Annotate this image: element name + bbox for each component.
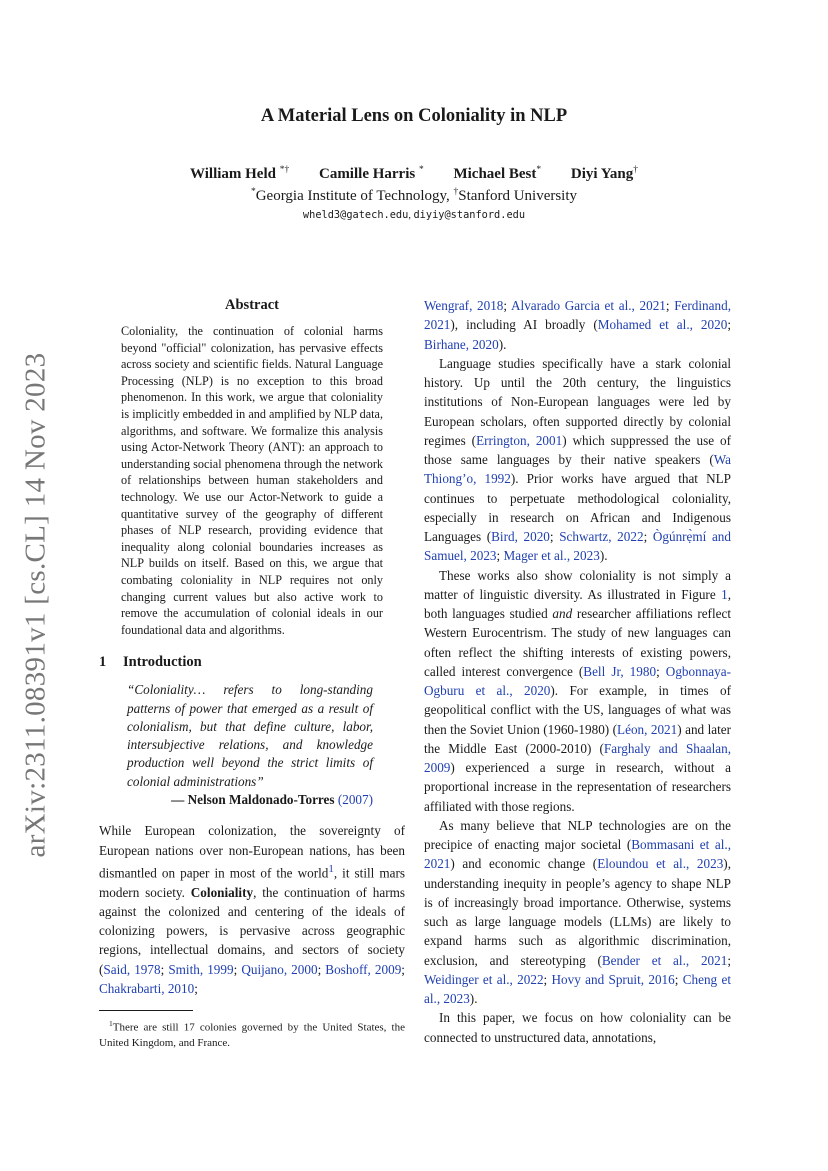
citation-link[interactable]: Mohamed et al., 2020 xyxy=(597,317,728,333)
citation-link[interactable]: Hovy and Spruit, 2016 xyxy=(551,971,675,987)
citation-link[interactable]: Ferdinand, 2021 xyxy=(424,298,731,333)
right-column xyxy=(424,296,731,1047)
body-paragraph: Wengraf, 2018; Alvarado Garcia et al., 2021; Ferdinand, 2021), including AI broadly (Mohamed et al., 2020; Birhane, 2020). xyxy=(424,298,731,352)
arxiv-identifier: arXiv:2311.08391v1 [cs.CL] 14 Nov 2023 xyxy=(19,352,52,858)
citation-link[interactable]: Wa Thiong’o, 1992 xyxy=(424,452,731,487)
citation-link[interactable]: Schwartz, 2022 xyxy=(559,529,644,544)
body-paragraph: Language studies specifically have a stark colonial history. Up until the 20th century, the linguistics institutions of Non-European languages were led by European scholars, often supported directly by colonial regimes (Errington, 2001) which suppressed the use of those same languages by their native speakers (Wa Thiong’o, 1992). Prior works have argued that NLP continues to perpetuate methodological coloniality, especially in research on African and Indigenous Languages (Bird, 2020; Schwartz, 2022; Ògúnrẹ̀mí and Samuel, 2023; Mager et al., 2023). xyxy=(424,355,731,564)
citation-link[interactable]: Eloundou et al., 2023 xyxy=(597,856,724,872)
citation-link[interactable]: Bell Jr, 1980 xyxy=(583,663,657,679)
citation-link[interactable]: Bird, 2020 xyxy=(491,529,550,544)
citation-link[interactable]: Said, 1978 xyxy=(103,961,161,977)
footnote: $^1$There are still 17 colonies governed by the United States, the United Kingdom, and France. xyxy=(99,1019,405,1049)
figure-link[interactable]: 1 xyxy=(721,586,728,602)
affiliations: *Georgia Institute of Technology, †Stanford University xyxy=(250,187,578,204)
citation-link[interactable]: Weidinger et al., 2022 xyxy=(424,971,544,987)
citation-link[interactable]: Bender et al., 2021 xyxy=(601,952,728,968)
footnote-ref[interactable]: 1 xyxy=(328,862,334,875)
paper-title: A Material Lens on Coloniality in NLP xyxy=(260,106,568,126)
author: Michael Best* xyxy=(453,165,542,182)
left-column xyxy=(99,296,405,1051)
epigraph-quote: “Coloniality… refers to long-standing patterns of power that emerged as a result of colonialism, but that define culture, labor, intersubjective relations, and knowledge production well beyond the strict limits of colonial administrations” xyxy=(127,682,373,789)
citation-link[interactable]: Léon, 2021 xyxy=(617,721,678,737)
abstract-heading: Abstract xyxy=(225,297,279,313)
quote-attribution: — Nelson Maldonado-Torres (2007) xyxy=(171,792,373,808)
abstract-text: Coloniality, the continuation of colonial harms beyond "official" colonization, has pervasive effects across society and scientific fields. Natural Language Processing (NLP) is no exception to this broad phenomenon. In this work, we argue that coloniality is implicitly embedded in and amplified by NLP data, algorithms, and software. We formalize this analysis using Actor-Network Theory (ANT): an approach to understanding social phenomena through the network of relationships between human stakeholders and technology. We use our Actor-Network to guide a quantitative survey of the geography of different phases of NLP research, providing evidence that inequality along colonial boundaries increases as NLP builds on itself. Based on this, we argue that combating coloniality in NLP requires not only changing current values but also active work to remove the accumulation of colonial ideals in our foundational data and algorithms. xyxy=(121,324,383,637)
citation-link[interactable]: Ogbonnaya-Ogburu et al., 2020 xyxy=(424,663,731,698)
body-paragraph: While European colonization, the sovereignty of European nations over non-European nations, has been dismantled on paper in most of the world$^1$, it still mars modern society. Coloniality, the continuation of harms against the colonized and centering of the ideals of colonizing powers, is pervasive across geographic regions, intellectual domains, and sectors of society (Said, 1978; Smith, 1999; Quijano, 2000; Boshoff, 2009; Chakrabarti, 2010; xyxy=(99,823,406,996)
body-paragraph: As many believe that NLP technologies are on the precipice of enacting major societal (Bommasani et al., 2021) and economic change (Eloundou et al., 2023), understanding inequity in people’s agency to shape NLP is of increasingly broad importance. Otherwise, systems such as large language models (LLMs) are likely to expand harms such as algorithmic discrimination, exclusion, and stereotyping (Bender et al., 2021; Weidinger et al., 2022; Hovy and Spruit, 2016; Cheng et al., 2023). xyxy=(424,817,731,1006)
section-heading: 1 Introduction xyxy=(99,654,202,671)
footnote-divider xyxy=(99,1010,193,1011)
citation-link[interactable]: Farghaly and Shaalan, 2009 xyxy=(424,740,731,775)
citation-link[interactable]: Mager et al., 2023 xyxy=(503,548,600,564)
citation-link[interactable]: (2007) xyxy=(337,792,373,808)
author-list xyxy=(0,165,828,183)
body-paragraph: In this paper, we focus on how coloniality can be connected to unstructured data, annotations, xyxy=(424,1010,731,1045)
citation-link[interactable]: Ògúnrẹ̀mí and Samuel, 2023 xyxy=(424,529,731,564)
email-link[interactable]: diyiy@stanford.edu xyxy=(413,209,526,221)
email-link[interactable]: wheld3@gatech.edu xyxy=(302,209,409,221)
citation-link[interactable]: Cheng et al., 2023 xyxy=(424,971,731,1006)
body-paragraph: These works also show coloniality is not simply a matter of linguistic diversity. As illustrated in Figure 1, both languages studied and researcher affiliations reflect Western Eurocentrism. The study of new languages can often reflect the shifting interests of existing powers, called interest convergence (Bell Jr, 1980; Ogbonnaya-Ogburu et al., 2020). For example, in times of geopolitical conflict with the US, languages of what was then the Soviet Union (1960-1980) (Léon, 2021) and later the Middle East (2000-2010) (Farghaly and Shaalan, 2009) experienced a surge in research, without a proportional increase in the representation of researchers affiliated with those regions. xyxy=(424,567,731,814)
citation-link[interactable]: Chakrabarti, 2010 xyxy=(99,980,195,996)
citation-link[interactable]: Errington, 2001 xyxy=(476,432,563,448)
citation-link[interactable]: Wengraf, 2018 xyxy=(424,298,504,313)
author: William Held *† xyxy=(190,165,290,182)
citation-link[interactable]: Alvarado Garcia et al., 2021 xyxy=(511,298,666,313)
author: Camille Harris * xyxy=(318,165,424,182)
citation-link[interactable]: Smith, 1999 xyxy=(168,961,234,977)
citation-link[interactable]: Bommasani et al., 2021 xyxy=(424,837,731,872)
author: Diyi Yang† xyxy=(570,165,638,182)
author-emails: wheld3@gatech.edu, diyiy@stanford.edu xyxy=(302,209,526,221)
citation-link[interactable]: Quijano, 2000 xyxy=(241,961,318,977)
citation-link[interactable]: Birhane, 2020 xyxy=(424,336,499,352)
citation-link[interactable]: Boshoff, 2009 xyxy=(325,961,402,977)
